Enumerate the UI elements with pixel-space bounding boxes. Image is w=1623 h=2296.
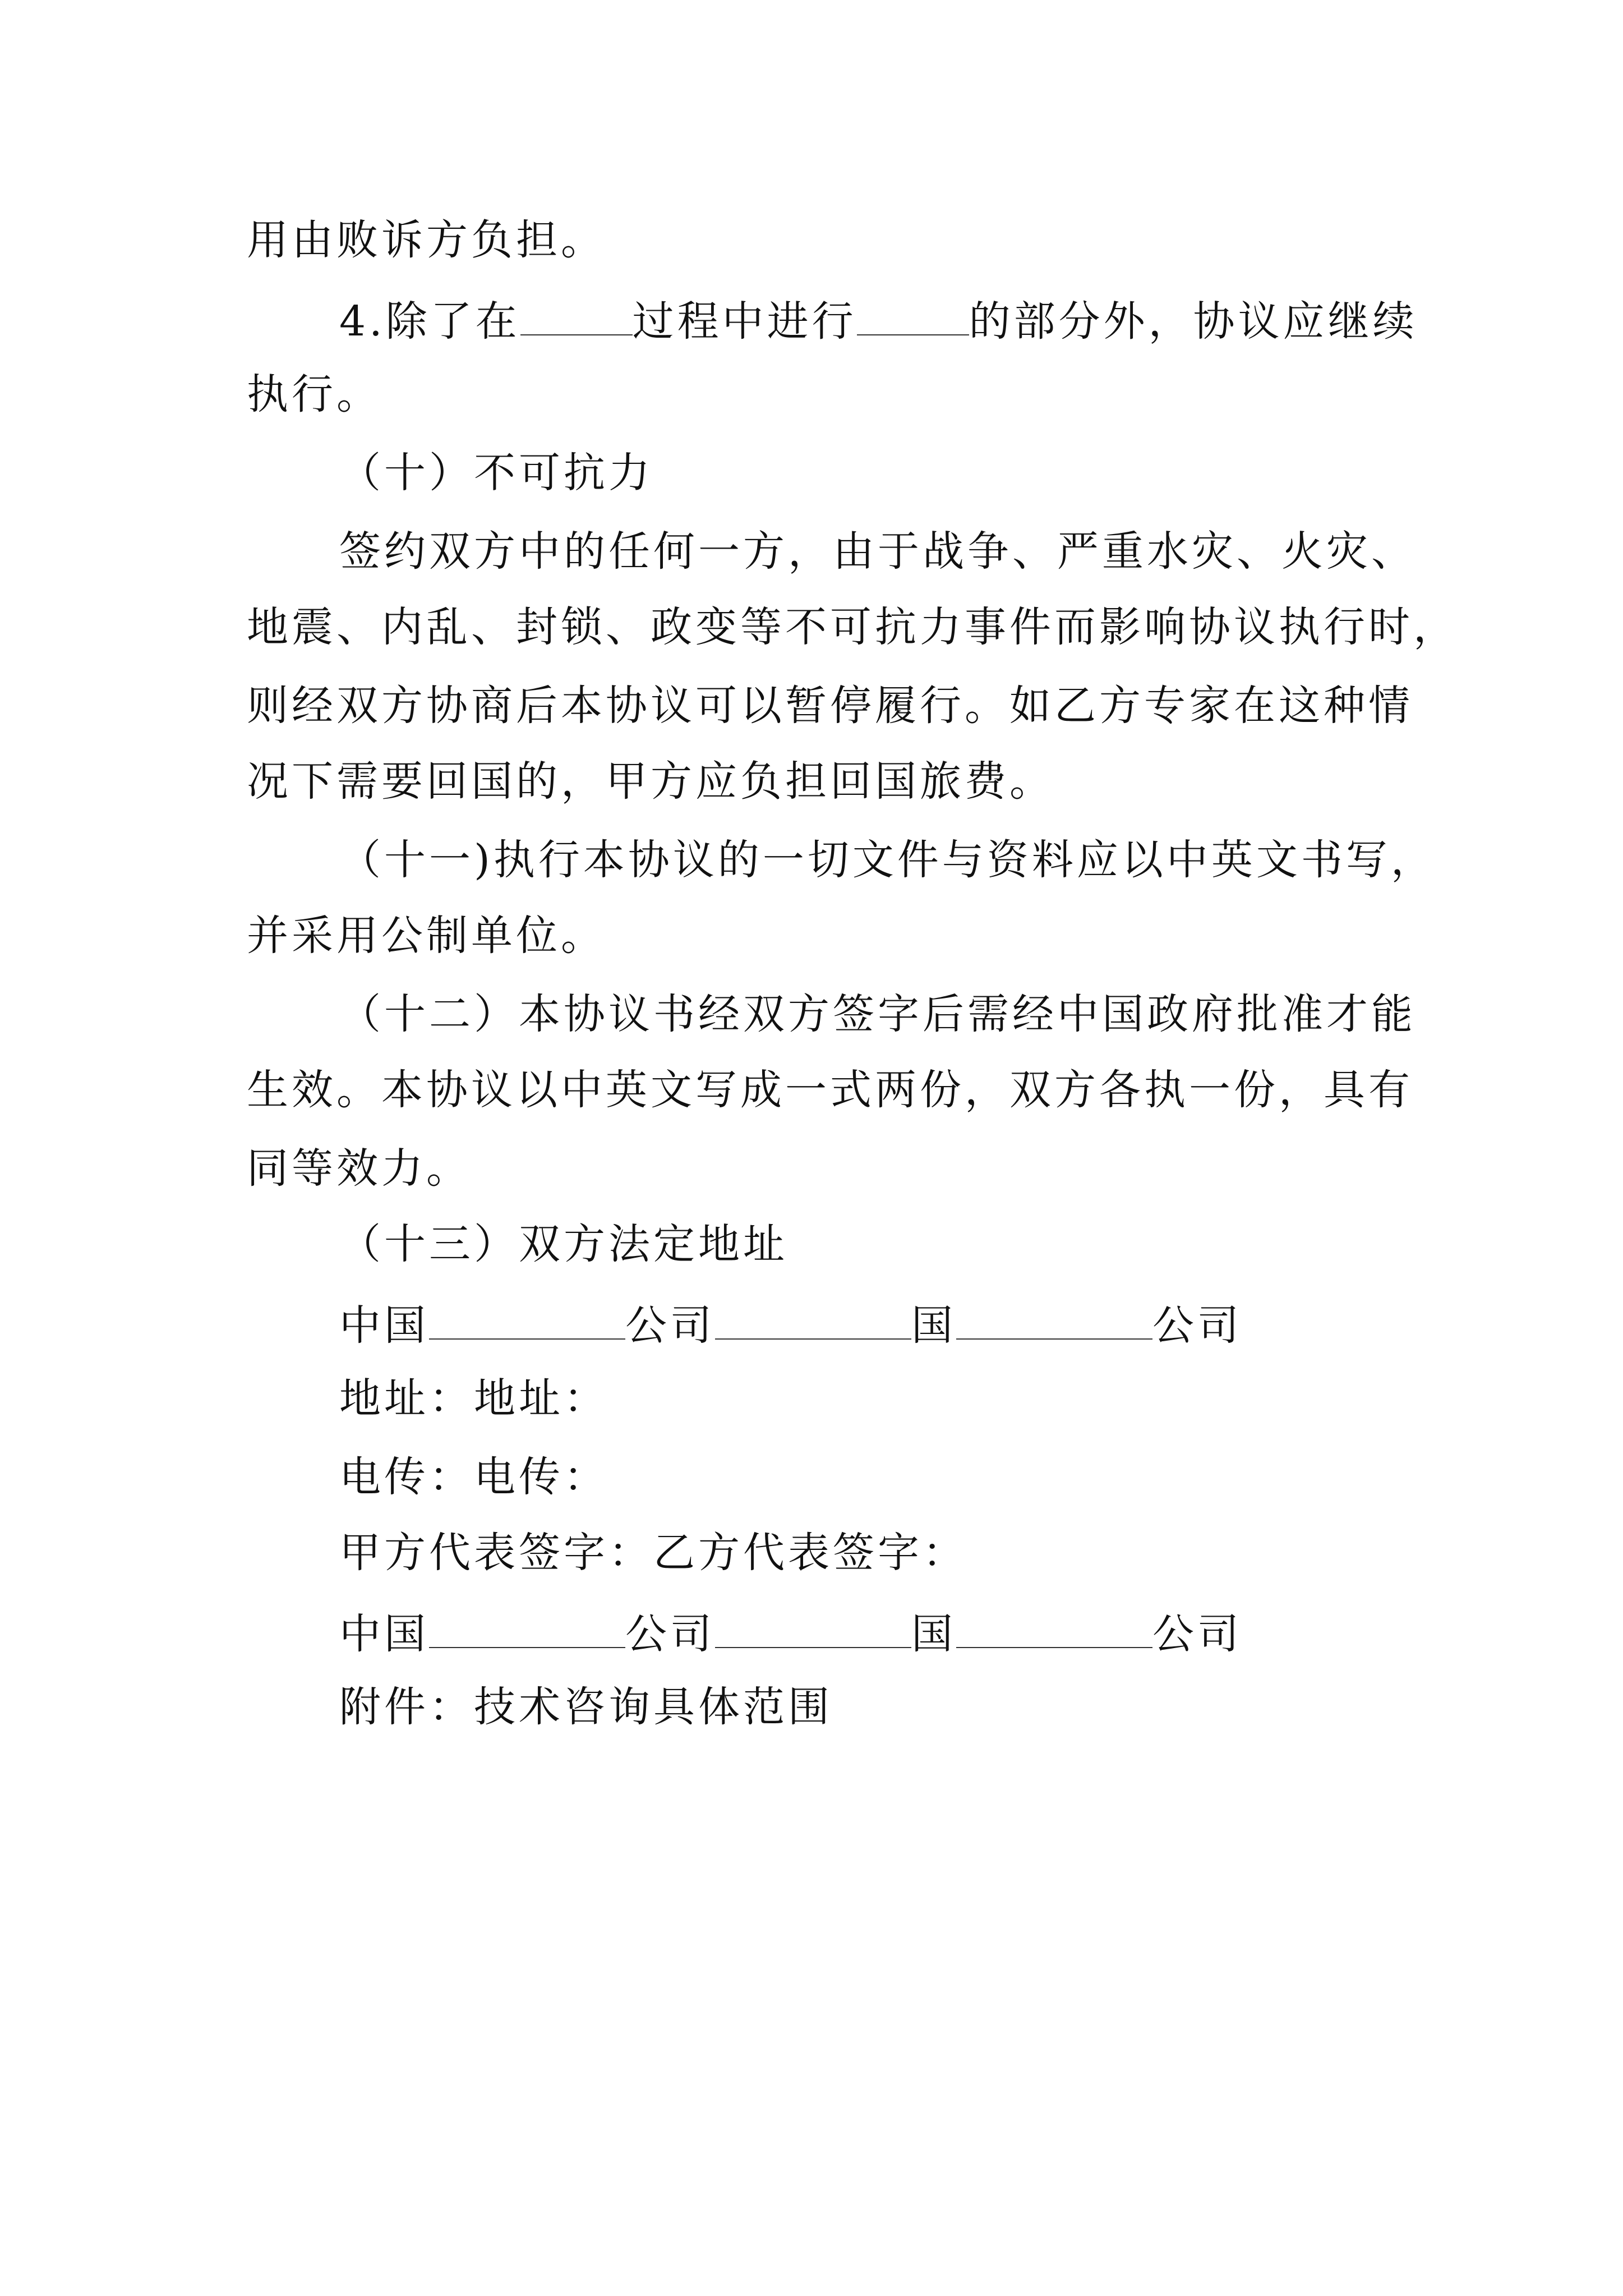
company-names-line [339,1296,1242,1352]
text: 4.除了在 [339,297,520,346]
text: 签约双方中的任何一方，由于战争、严重水灾、火灾、 [339,527,1416,576]
text: 公司 [1152,1610,1242,1658]
text: （十）不可抗力 [339,449,653,497]
text: 国 [911,1610,956,1658]
text: 则经双方协商后本协议可以暂停履行。如乙方专家在这种情 [247,682,1413,730]
text: 用由败诉方负担。 [247,216,606,264]
text: 公司 [625,1610,715,1658]
section-heading-force-majeure [339,446,653,500]
country-name-blank[interactable] [715,1296,911,1340]
text: 电传：电传： [339,1453,608,1501]
fill-in-blank[interactable] [857,292,969,335]
company-names-line-bottom [339,1604,1242,1661]
paragraph-line [247,754,1054,808]
paragraph-line [247,1063,1413,1117]
text: 附件：技术咨询具体范围 [339,1683,833,1731]
section-heading-thirteen [339,1217,788,1271]
paragraph-line [247,679,1413,733]
text: 中国 [339,1301,429,1350]
text: 的部分外，协议应继续 [969,297,1418,346]
country-name-blank[interactable] [715,1604,911,1648]
text: （十二）本协议书经双方签字后需经中国政府批准才能 [339,990,1416,1038]
text: 同等效力。 [247,1144,471,1193]
paragraph-line [339,524,1416,578]
paragraph-line [247,1142,471,1195]
paragraph-line [247,600,1458,654]
text: 公司 [625,1301,715,1350]
section-heading-eleven [339,833,1436,887]
fax-line [339,1450,608,1504]
text: 国 [911,1301,956,1350]
text: 执行。 [247,370,381,418]
text: 况下需要回国的，甲方应负担回国旅费。 [247,757,1054,806]
clause-4-line [339,292,1418,348]
address-line [339,1372,608,1425]
text: 地址：地址： [339,1374,608,1423]
text: 并采用公制单位。 [247,912,606,960]
text: 中国 [339,1610,429,1658]
attachment-line [339,1680,833,1734]
text: 地震、内乱、封锁、政变等不可抗力事件而影响协议执行时， [247,603,1458,651]
text: 过程中进行 [632,297,857,346]
signature-line [339,1526,967,1580]
text: （十三）双方法定地址 [339,1220,788,1268]
paragraph-line [247,367,381,421]
section-heading-twelve [339,987,1416,1041]
company-name-blank[interactable] [956,1604,1152,1648]
company-name-blank[interactable] [429,1604,625,1648]
fill-in-blank[interactable] [520,292,633,335]
text: （十一)执行本协议的一切文件与资料应以中英文书写， [339,836,1436,884]
company-name-blank[interactable] [956,1296,1152,1340]
text: 生效。本协议以中英文写成一式两份，双方各执一份，具有 [247,1066,1413,1114]
paragraph-line [247,909,606,963]
company-name-blank[interactable] [429,1296,625,1340]
text: 公司 [1152,1301,1242,1350]
text: 甲方代表签字：乙方代表签字： [339,1529,967,1577]
paragraph-line [247,213,606,267]
